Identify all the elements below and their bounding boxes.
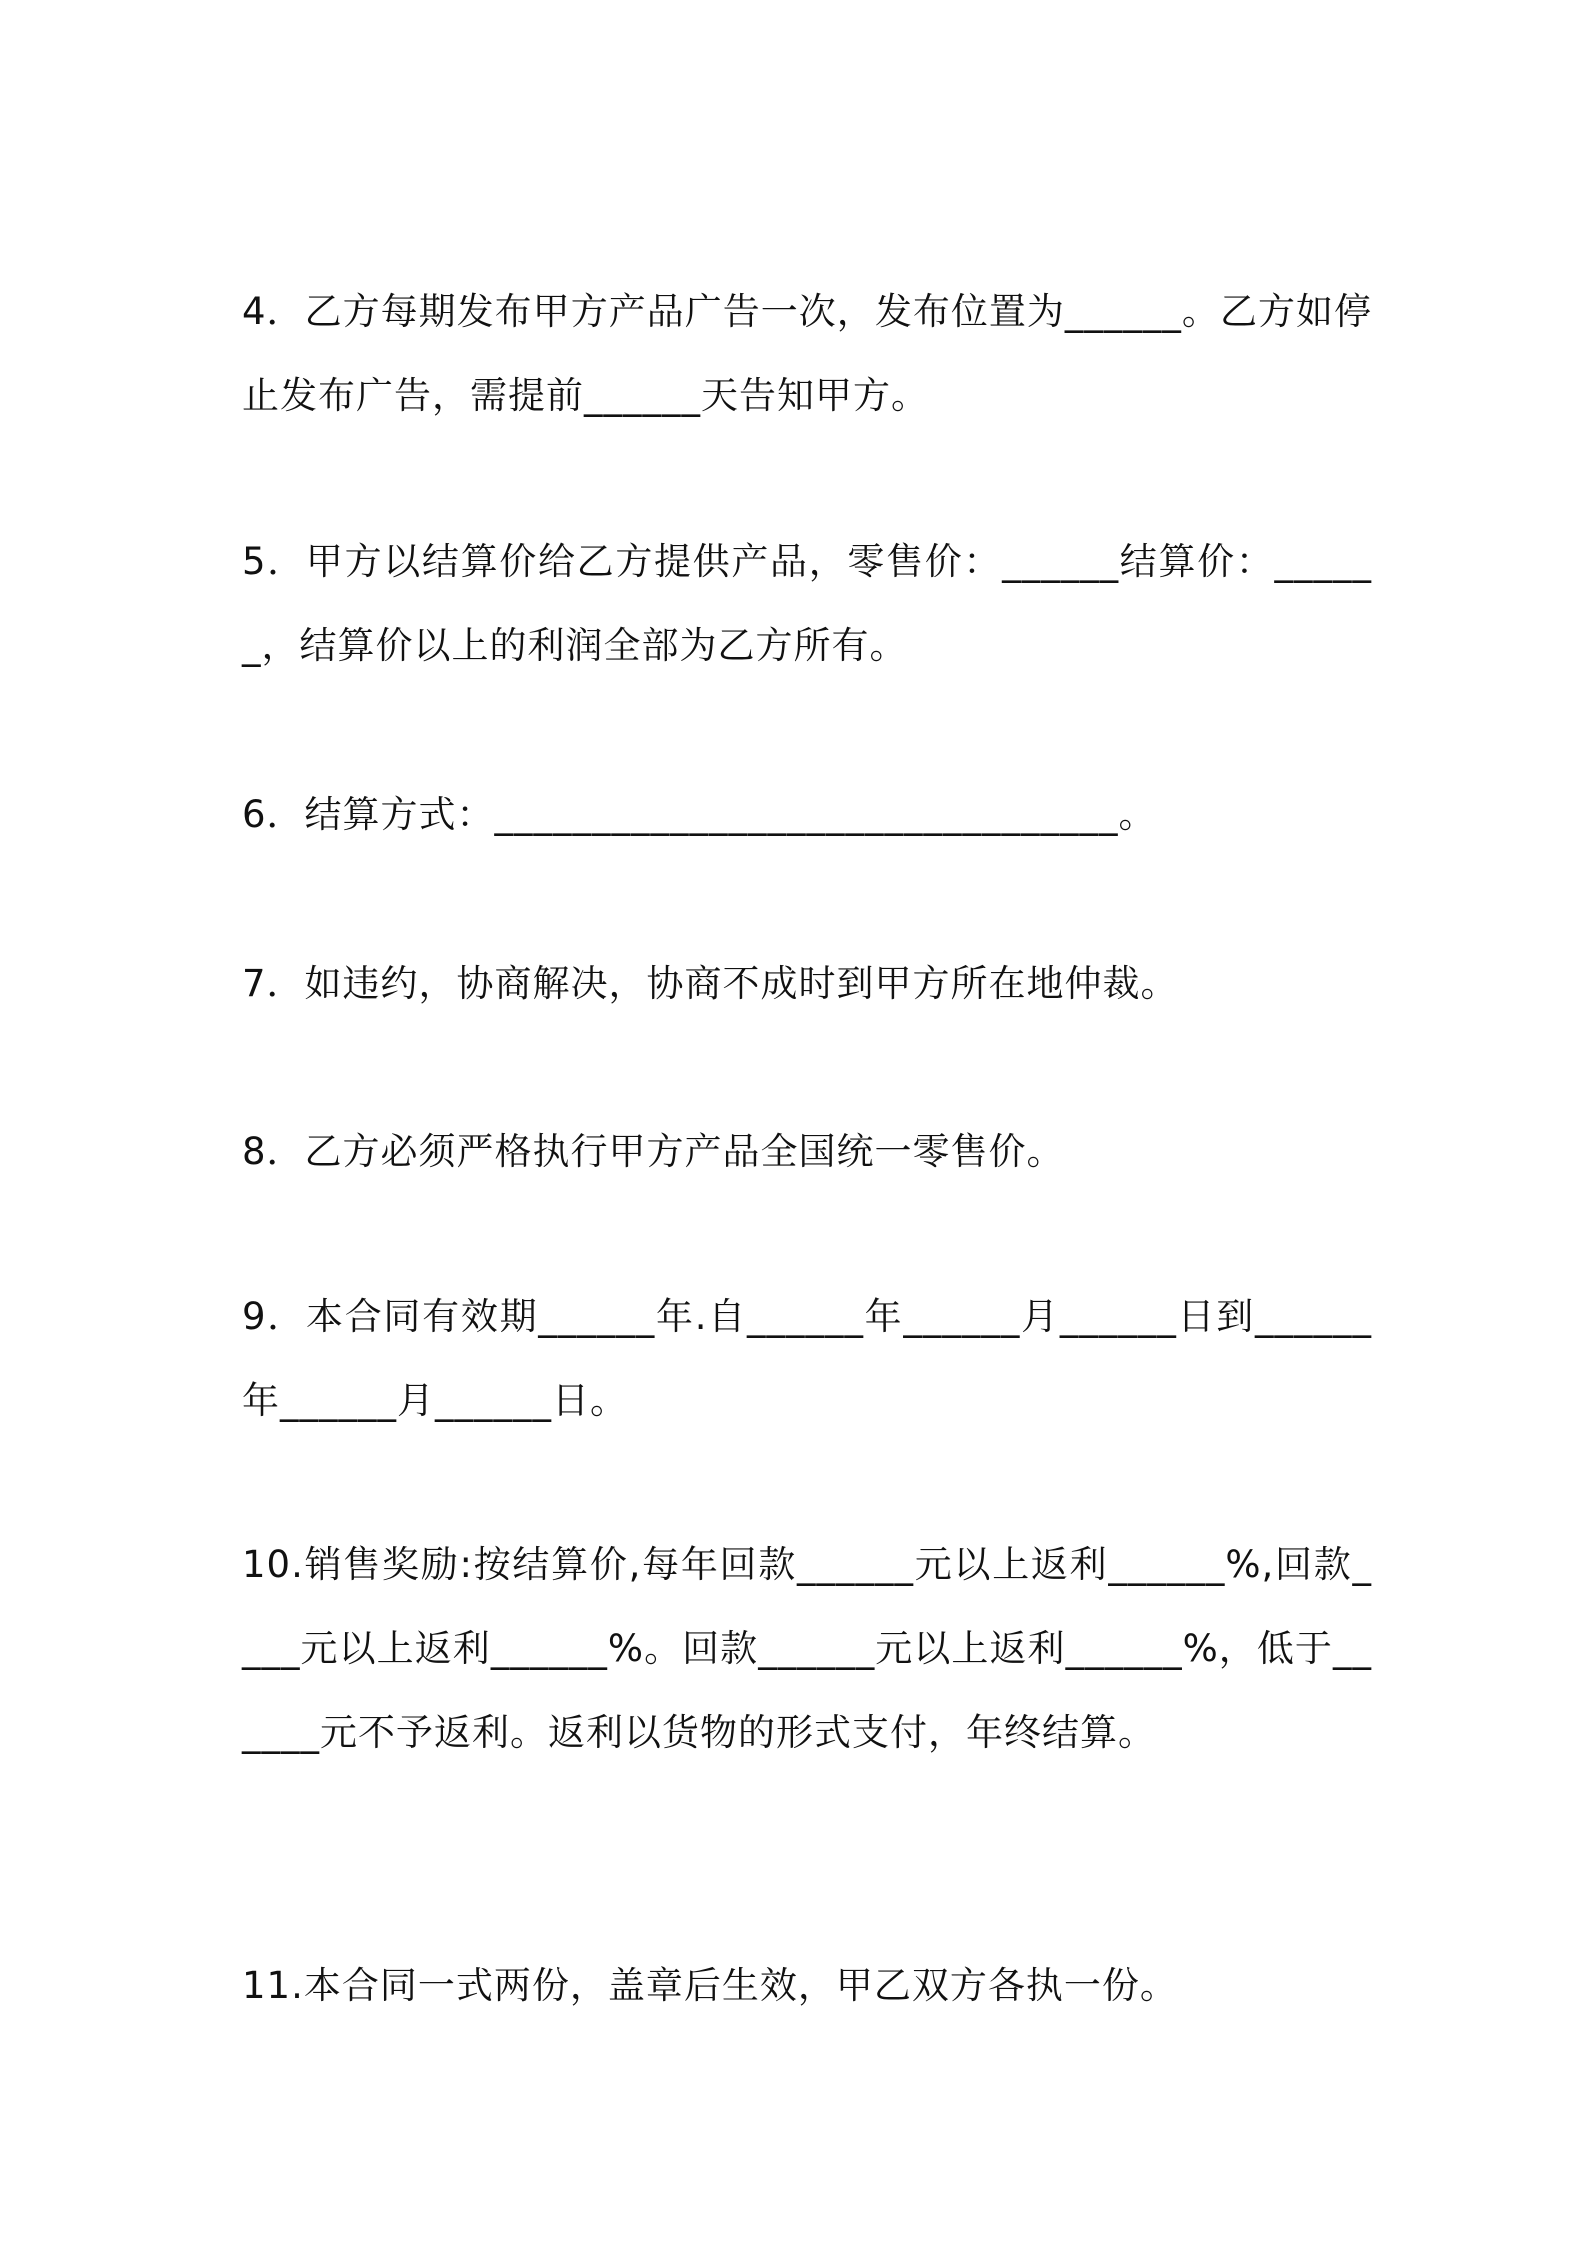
clause-8: 8．乙方必须严格执行甲方产品全国统一零售价。: [242, 1130, 1065, 1173]
clause-6: 6．结算方式：________________________________。: [242, 793, 1157, 836]
clause-11: 11.本合同一式两份，盖章后生效，甲乙双方各执一份。: [242, 1964, 1178, 2007]
clause-4: 4．乙方每期发布甲方产品广告一次，发布位置为______。乙方如停止发布广告，需提前______天告知甲方。: [242, 290, 1372, 417]
clause-10: 10.销售奖励:按结算价,每年回款______元以上返利______%,回款____元以上返利______%。回款______元以上返利______%，低于______元不予返利。返利以货物的形式支付，年终结算。: [242, 1543, 1372, 1754]
clause-5: 5．甲方以结算价给乙方提供产品，零售价：______结算价：______，结算价以上的利润全部为乙方所有。: [242, 540, 1372, 667]
clause-9: 9．本合同有效期______年.自______年______月______日到______年______月______日。: [242, 1295, 1372, 1422]
clause-7: 7．如违约，协商解决，协商不成时到甲方所在地仲裁。: [242, 962, 1179, 1005]
